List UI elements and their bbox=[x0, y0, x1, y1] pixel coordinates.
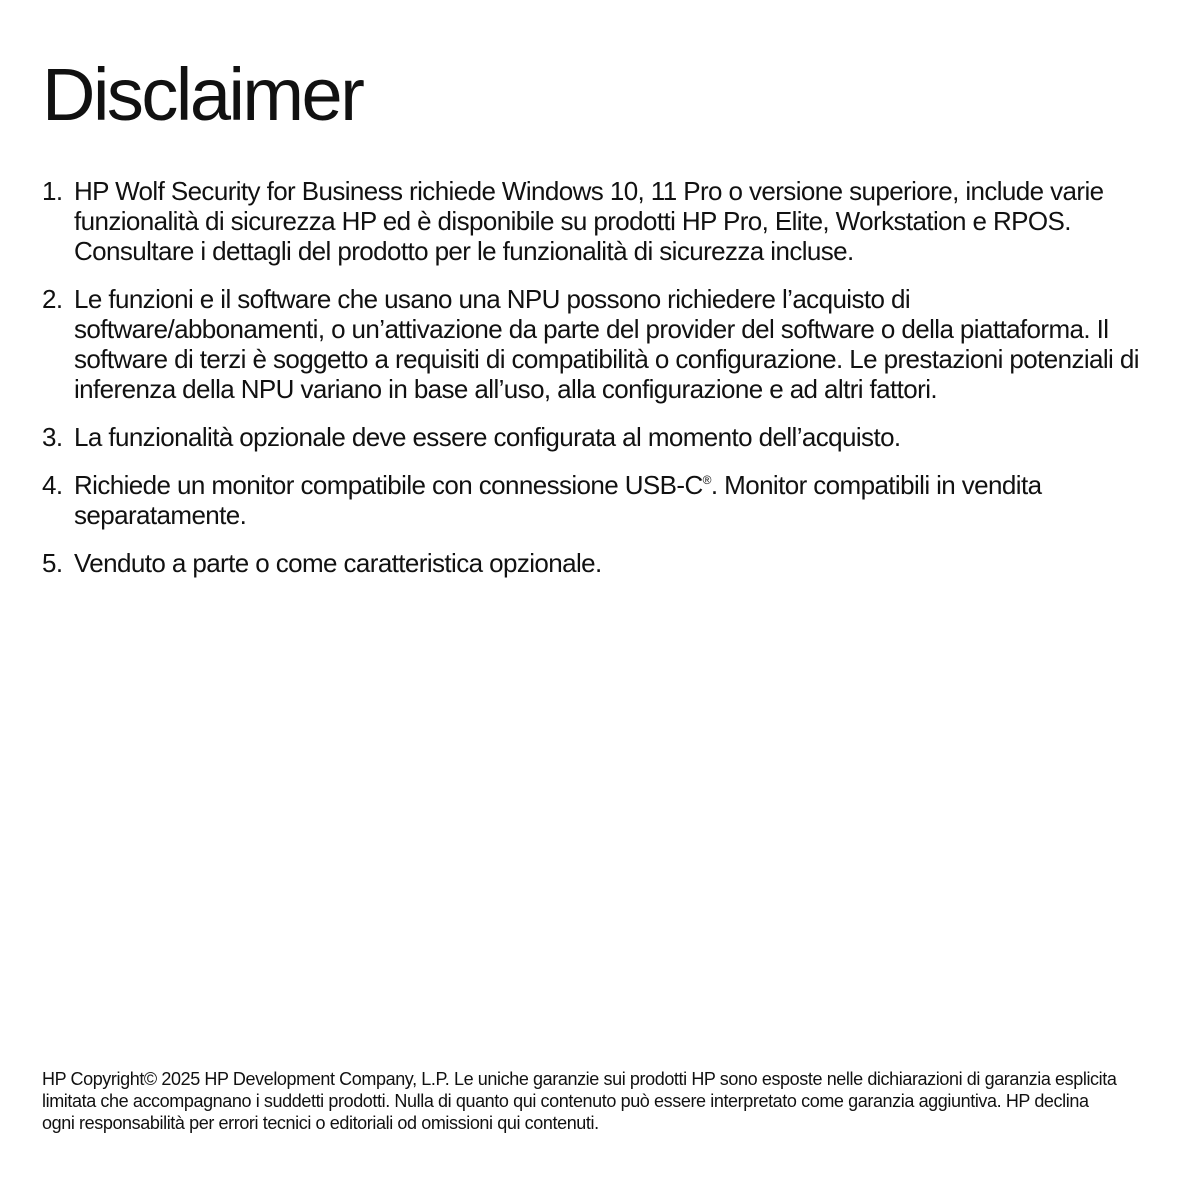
item-text: La funzionalità opzionale deve essere configurata al momento dell’acquisto. bbox=[74, 422, 901, 452]
registered-trademark-mark: ® bbox=[702, 473, 711, 487]
copyright-footer: HP Copyright© 2025 HP Development Company, L.P. Le uniche garanzie sui prodotti HP sono esposte nelle dichiarazioni di garanzia esplicita limitata che accompagnano i suddetti prodotti. Nulla di quanto qui contenuto può essere interpretato come garanzia aggiuntiva. HP declina ogni responsabilità per errori tecnici o editoriali od omissioni qui contenuti. bbox=[42, 1069, 1117, 1133]
item-number: 5. bbox=[42, 548, 63, 578]
disclaimer-item-3 bbox=[42, 422, 1152, 452]
disclaimer-list bbox=[42, 176, 1152, 596]
item-number: 4. bbox=[42, 470, 63, 500]
item-text: HP Wolf Security for Business richiede Windows 10, 11 Pro o versione superiore, include varie funzionalità di sicurezza HP ed è disponibile su prodotti HP Pro, Elite, Workstation e RPOS. Consultare i dettagli del prodotto per le funzionalità di sicurezza incluse. bbox=[74, 176, 1104, 266]
disclaimer-item-2 bbox=[42, 284, 1152, 404]
disclaimer-item-1 bbox=[42, 176, 1152, 266]
disclaimer-item-4 bbox=[42, 470, 1152, 530]
item-text-after: . Monitor compatibili in vendita separatamente. bbox=[74, 470, 1042, 530]
disclaimer-item-5 bbox=[42, 548, 1152, 578]
item-number: 2. bbox=[42, 284, 63, 314]
page-title: Disclaimer bbox=[42, 53, 363, 136]
item-text: Le funzioni e il software che usano una NPU possono richiedere l’acquisto di software/abbonamenti, o un’attivazione da parte del provider del software o della piattaforma. Il software di terzi è soggetto a requisiti di compatibilità o configurazione. Le prestazioni potenziali di inferenza della NPU variano in base all’uso, alla configurazione e ad altri fattori. bbox=[74, 284, 1139, 404]
item-text-before: Richiede un monitor compatibile con connessione USB-C bbox=[74, 470, 703, 500]
item-number: 1. bbox=[42, 176, 63, 206]
item-text bbox=[74, 470, 1152, 530]
item-text: Venduto a parte o come caratteristica opzionale. bbox=[74, 548, 602, 578]
item-number: 3. bbox=[42, 422, 63, 452]
